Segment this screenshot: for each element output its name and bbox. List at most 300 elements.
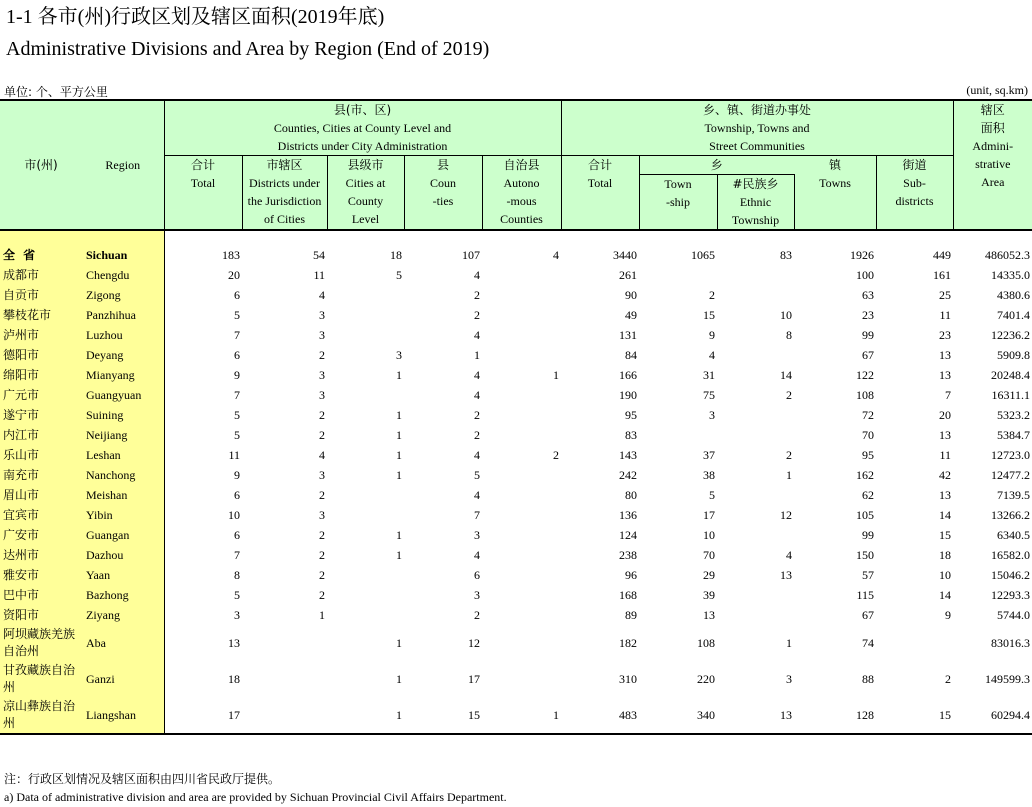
region-name-cn: 成都市 bbox=[0, 265, 82, 285]
cell-autonomous bbox=[482, 285, 561, 305]
cell-ethnic bbox=[717, 285, 794, 305]
cell-ethnic bbox=[717, 525, 794, 545]
cell-c-total: 11 bbox=[228, 447, 240, 462]
table-row bbox=[0, 565, 1032, 585]
cell-township: 1065 bbox=[691, 247, 715, 262]
cell-autonomous bbox=[482, 345, 561, 365]
cell-area: 486052.3 bbox=[985, 247, 1030, 262]
cell-area: 5744.0 bbox=[997, 607, 1030, 622]
cell-c-total: 18 bbox=[228, 671, 240, 686]
cell-c-total: 6 bbox=[234, 527, 240, 542]
cell-ethnic: 2 bbox=[786, 447, 792, 462]
cell-area: 4380.6 bbox=[997, 287, 1030, 302]
table-row bbox=[0, 305, 1032, 325]
cell-counties: 6 bbox=[474, 567, 480, 582]
region-name-cn: 德阳市 bbox=[0, 345, 82, 365]
region-name-cn: 广安市 bbox=[0, 525, 82, 545]
table-body bbox=[0, 230, 1032, 734]
cell-t-total: 168 bbox=[619, 587, 637, 602]
cell-c-total: 9 bbox=[234, 367, 240, 382]
cell-counties: 3 bbox=[474, 527, 480, 542]
cell-area: 16311.1 bbox=[991, 387, 1030, 402]
region-name-en: Mianyang bbox=[82, 365, 164, 385]
cell-ethnic: 12 bbox=[780, 507, 792, 522]
region-name-cn: 泸州市 bbox=[0, 325, 82, 345]
cell-area: 5909.8 bbox=[997, 347, 1030, 362]
cell-township: 108 bbox=[697, 635, 715, 650]
cell-towns: 63 bbox=[862, 287, 874, 302]
cell-ethnic bbox=[717, 605, 794, 625]
cell-t-total: 166 bbox=[619, 367, 637, 382]
region-name-cn: 达州市 bbox=[0, 545, 82, 565]
cell-towns: 72 bbox=[862, 407, 874, 422]
cell-t-total: 242 bbox=[619, 467, 637, 482]
table-row bbox=[0, 525, 1032, 545]
cell-township: 37 bbox=[703, 447, 715, 462]
cell-ethnic: 1 bbox=[786, 467, 792, 482]
cell-districts: 3 bbox=[319, 307, 325, 322]
region-name-cn: 阿坝藏族羌族自治州 bbox=[0, 625, 82, 661]
cell-cities: 1 bbox=[396, 447, 402, 462]
cell-towns: 128 bbox=[794, 697, 876, 734]
cell-township: 2 bbox=[709, 287, 715, 302]
region-name-en: Guangan bbox=[82, 525, 164, 545]
cell-towns: 105 bbox=[856, 507, 874, 522]
region-name-cn: 资阳市 bbox=[0, 605, 82, 625]
cell-t-total: 84 bbox=[625, 347, 637, 362]
cell-districts bbox=[242, 697, 327, 734]
cell-autonomous: 4 bbox=[553, 247, 559, 262]
cell-ethnic bbox=[717, 585, 794, 605]
cell-subdistricts bbox=[876, 625, 953, 661]
cell-t-total: 90 bbox=[625, 287, 637, 302]
cell-towns: 70 bbox=[862, 427, 874, 442]
cell-cities: 5 bbox=[396, 267, 402, 282]
cell-subdistricts: 13 bbox=[939, 427, 951, 442]
cell-c-total: 6 bbox=[234, 287, 240, 302]
cell-towns: 108 bbox=[856, 387, 874, 402]
cell-counties: 4 bbox=[474, 387, 480, 402]
cell-ethnic: 3 bbox=[786, 671, 792, 686]
cell-towns: 67 bbox=[862, 607, 874, 622]
cell-township: 75 bbox=[703, 387, 715, 402]
table-row bbox=[0, 505, 1032, 525]
region-name-cn: 遂宁市 bbox=[0, 405, 82, 425]
cell-t-total: 483 bbox=[561, 697, 639, 734]
cell-c-total: 6 bbox=[234, 487, 240, 502]
cell-t-total: 143 bbox=[619, 447, 637, 462]
header-township: 乡 bbox=[639, 156, 794, 175]
cell-ethnic bbox=[717, 345, 794, 365]
cell-township: 9 bbox=[709, 327, 715, 342]
cell-counties: 1 bbox=[474, 347, 480, 362]
table-row bbox=[0, 265, 1032, 285]
cell-cities: 1 bbox=[396, 547, 402, 562]
table-row bbox=[0, 405, 1032, 425]
table-row bbox=[0, 545, 1032, 565]
cell-cities bbox=[327, 385, 404, 405]
table-row bbox=[0, 465, 1032, 485]
cell-c-total: 3 bbox=[234, 607, 240, 622]
region-name-en: Dazhou bbox=[82, 545, 164, 565]
footnote-en: a) Data of administrative division and area are provided by Sichuan Provincial Civil Affairs Department. bbox=[4, 790, 507, 804]
cell-counties: 17 bbox=[468, 671, 480, 686]
cell-towns: 162 bbox=[856, 467, 874, 482]
cell-t-total: 49 bbox=[625, 307, 637, 322]
cell-ethnic bbox=[717, 425, 794, 445]
table-row bbox=[0, 425, 1032, 445]
cell-autonomous bbox=[482, 265, 561, 285]
cell-towns: 88 bbox=[862, 671, 874, 686]
cell-area: 5323.2 bbox=[997, 407, 1030, 422]
cell-township: 5 bbox=[709, 487, 715, 502]
cell-districts: 2 bbox=[319, 347, 325, 362]
header-towns: 镇 Towns bbox=[794, 156, 876, 231]
cell-cities: 1 bbox=[327, 697, 404, 734]
cell-township: 31 bbox=[703, 367, 715, 382]
cell-towns: 1926 bbox=[850, 247, 874, 262]
cell-towns: 74 bbox=[862, 635, 874, 650]
cell-t-total: 238 bbox=[619, 547, 637, 562]
table-row bbox=[0, 285, 1032, 305]
cell-t-total: 131 bbox=[619, 327, 637, 342]
cell-area: 12723.0 bbox=[991, 447, 1030, 462]
cell-counties: 2 bbox=[474, 427, 480, 442]
region-name-en: Luzhou bbox=[82, 325, 164, 345]
header-autonomous: 自治县 Autono -mous Counties bbox=[482, 156, 561, 231]
cell-area: 83016.3 bbox=[991, 635, 1030, 650]
cell-t-total: 96 bbox=[625, 567, 637, 582]
cell-c-total: 5 bbox=[234, 427, 240, 442]
region-name-cn: 甘孜藏族自治州 bbox=[0, 661, 82, 697]
cell-autonomous bbox=[482, 525, 561, 545]
cell-area: 60294.4 bbox=[953, 697, 1032, 734]
cell-ethnic: 13 bbox=[780, 567, 792, 582]
cell-cities: 3 bbox=[396, 347, 402, 362]
cell-autonomous bbox=[482, 625, 561, 661]
cell-districts: 3 bbox=[319, 367, 325, 382]
table-row bbox=[0, 445, 1032, 465]
cell-c-total: 9 bbox=[234, 467, 240, 482]
cell-area: 12477.2 bbox=[991, 467, 1030, 482]
cell-ethnic: 83 bbox=[780, 247, 792, 262]
region-name-en: Sichuan bbox=[82, 245, 164, 265]
cell-ethnic: 14 bbox=[780, 367, 792, 382]
cell-area: 16582.0 bbox=[991, 547, 1030, 562]
cell-ethnic: 13 bbox=[717, 697, 794, 734]
cell-towns: 115 bbox=[856, 587, 874, 602]
cell-subdistricts: 14 bbox=[939, 587, 951, 602]
cell-counties: 107 bbox=[462, 247, 480, 262]
cell-area: 12236.2 bbox=[991, 327, 1030, 342]
header-districts: 市辖区 Districts under the Jurisdiction of Cities bbox=[242, 156, 327, 231]
cell-districts: 3 bbox=[319, 507, 325, 522]
cell-cities: 1 bbox=[396, 671, 402, 686]
header-township-total: 合计 Total bbox=[561, 156, 639, 231]
cell-subdistricts: 11 bbox=[939, 307, 951, 322]
cell-towns: 150 bbox=[856, 547, 874, 562]
cell-subdistricts: 18 bbox=[939, 547, 951, 562]
cell-districts bbox=[242, 625, 327, 661]
cell-towns: 23 bbox=[862, 307, 874, 322]
cell-autonomous: 1 bbox=[482, 697, 561, 734]
cell-counties: 3 bbox=[474, 587, 480, 602]
region-name-cn: 全 省 bbox=[0, 245, 82, 265]
cell-districts: 4 bbox=[319, 447, 325, 462]
cell-counties: 4 bbox=[474, 547, 480, 562]
cell-township: 10 bbox=[703, 527, 715, 542]
cell-towns: 99 bbox=[862, 327, 874, 342]
region-name-en: Neijiang bbox=[82, 425, 164, 445]
cell-ethnic: 4 bbox=[786, 547, 792, 562]
cell-autonomous bbox=[482, 545, 561, 565]
cell-cities: 1 bbox=[396, 367, 402, 382]
cell-cities bbox=[327, 305, 404, 325]
cell-area: 7401.4 bbox=[997, 307, 1030, 322]
page-title-cn: 1-1 各市(州)行政区划及辖区面积(2019年底) bbox=[6, 6, 385, 28]
cell-subdistricts: 20 bbox=[939, 407, 951, 422]
region-name-en: Ziyang bbox=[82, 605, 164, 625]
header-cities: 县级市 Cities at County Level bbox=[327, 156, 404, 231]
cell-c-total: 5 bbox=[234, 587, 240, 602]
cell-t-total: 83 bbox=[625, 427, 637, 442]
region-name-en: Meishan bbox=[82, 485, 164, 505]
cell-township: 17 bbox=[703, 507, 715, 522]
cell-subdistricts: 13 bbox=[939, 487, 951, 502]
table-row bbox=[0, 625, 1032, 661]
cell-counties: 2 bbox=[474, 407, 480, 422]
cell-township: 4 bbox=[709, 347, 715, 362]
region-name-en: Chengdu bbox=[82, 265, 164, 285]
cell-counties: 7 bbox=[474, 507, 480, 522]
cell-subdistricts: 15 bbox=[876, 697, 953, 734]
region-name-cn: 巴中市 bbox=[0, 585, 82, 605]
cell-township: 29 bbox=[703, 567, 715, 582]
cell-districts: 3 bbox=[319, 327, 325, 342]
cell-districts: 2 bbox=[319, 587, 325, 602]
region-name-en: Suining bbox=[82, 405, 164, 425]
cell-subdistricts: 449 bbox=[933, 247, 951, 262]
cell-districts: 3 bbox=[319, 467, 325, 482]
region-name-en: Yibin bbox=[82, 505, 164, 525]
table-row bbox=[0, 365, 1032, 385]
cell-towns: 100 bbox=[856, 267, 874, 282]
cell-t-total: 95 bbox=[625, 407, 637, 422]
cell-township: 38 bbox=[703, 467, 715, 482]
cell-counties: 4 bbox=[474, 267, 480, 282]
cell-area: 20248.4 bbox=[991, 367, 1030, 382]
region-name-en: Aba bbox=[82, 625, 164, 661]
unit-label-en: (unit, sq.km) bbox=[966, 83, 1028, 97]
cell-cities bbox=[327, 285, 404, 305]
region-name-cn: 绵阳市 bbox=[0, 365, 82, 385]
cell-ethnic bbox=[717, 265, 794, 285]
cell-township bbox=[639, 425, 717, 445]
cell-t-total: 136 bbox=[619, 507, 637, 522]
region-name-cn: 攀枝花市 bbox=[0, 305, 82, 325]
region-name-cn: 凉山彝族自治州 bbox=[0, 697, 82, 734]
cell-cities bbox=[327, 565, 404, 585]
cell-cities bbox=[327, 585, 404, 605]
header-township-en: Town -ship bbox=[639, 175, 717, 231]
cell-subdistricts: 13 bbox=[939, 347, 951, 362]
cell-towns: 67 bbox=[862, 347, 874, 362]
region-name-cn: 眉山市 bbox=[0, 485, 82, 505]
region-name-cn: 南充市 bbox=[0, 465, 82, 485]
cell-subdistricts: 161 bbox=[933, 267, 951, 282]
cell-cities bbox=[327, 325, 404, 345]
table-row bbox=[0, 325, 1032, 345]
cell-autonomous bbox=[482, 425, 561, 445]
cell-c-total: 183 bbox=[222, 247, 240, 262]
cell-districts: 2 bbox=[319, 547, 325, 562]
cell-t-total: 261 bbox=[619, 267, 637, 282]
cell-township: 39 bbox=[703, 587, 715, 602]
region-name-en: Yaan bbox=[82, 565, 164, 585]
table-row bbox=[0, 385, 1032, 405]
cell-towns: 99 bbox=[862, 527, 874, 542]
cell-subdistricts: 13 bbox=[939, 367, 951, 382]
table-row bbox=[0, 605, 1032, 625]
cell-autonomous bbox=[482, 605, 561, 625]
cell-counties: 4 bbox=[474, 367, 480, 382]
region-name-en: Liangshan bbox=[82, 697, 164, 734]
cell-township: 70 bbox=[703, 547, 715, 562]
unit-label-cn: 单位: 个、平方公里 bbox=[4, 85, 108, 99]
cell-township: 13 bbox=[703, 607, 715, 622]
cell-districts: 2 bbox=[319, 567, 325, 582]
cell-c-total: 13 bbox=[228, 635, 240, 650]
cell-autonomous bbox=[482, 505, 561, 525]
cell-districts: 4 bbox=[319, 287, 325, 302]
cell-towns: 62 bbox=[862, 487, 874, 502]
cell-autonomous: 1 bbox=[553, 367, 559, 382]
cell-counties: 4 bbox=[474, 487, 480, 502]
cell-subdistricts: 7 bbox=[945, 387, 951, 402]
footnote-cn: 注：行政区划情况及辖区面积由四川省民政厅提供。 bbox=[4, 772, 281, 786]
header-counties: 县 Coun -ties bbox=[404, 156, 482, 231]
cell-cities: 1 bbox=[396, 427, 402, 442]
region-name-cn: 广元市 bbox=[0, 385, 82, 405]
table-row bbox=[0, 585, 1032, 605]
cell-c-total: 7 bbox=[234, 387, 240, 402]
cell-cities bbox=[327, 485, 404, 505]
cell-subdistricts: 15 bbox=[939, 527, 951, 542]
region-name-cn: 宜宾市 bbox=[0, 505, 82, 525]
cell-subdistricts: 11 bbox=[939, 447, 951, 462]
cell-cities: 18 bbox=[390, 247, 402, 262]
cell-counties: 2 bbox=[474, 287, 480, 302]
cell-districts: 2 bbox=[319, 407, 325, 422]
cell-t-total: 89 bbox=[625, 607, 637, 622]
cell-towns: 122 bbox=[856, 367, 874, 382]
cell-area: 15046.2 bbox=[991, 567, 1030, 582]
cell-autonomous bbox=[482, 661, 561, 697]
cell-area: 5384.7 bbox=[997, 427, 1030, 442]
cell-township bbox=[639, 265, 717, 285]
cell-township: 340 bbox=[639, 697, 717, 734]
cell-autonomous bbox=[482, 565, 561, 585]
cell-districts: 11 bbox=[313, 267, 325, 282]
cell-autonomous bbox=[482, 305, 561, 325]
table-row bbox=[0, 485, 1032, 505]
cell-township: 3 bbox=[709, 407, 715, 422]
cell-districts: 2 bbox=[319, 427, 325, 442]
cell-t-total: 124 bbox=[619, 527, 637, 542]
cell-township: 15 bbox=[703, 307, 715, 322]
cell-ethnic: 10 bbox=[780, 307, 792, 322]
cell-area: 6340.5 bbox=[997, 527, 1030, 542]
cell-area: 7139.5 bbox=[997, 487, 1030, 502]
cell-subdistricts: 2 bbox=[945, 671, 951, 686]
cell-t-total: 190 bbox=[619, 387, 637, 402]
cell-counties: 5 bbox=[474, 467, 480, 482]
cell-c-total: 10 bbox=[228, 507, 240, 522]
header-area: 辖区 面积 Admini- strative Area bbox=[953, 100, 1032, 230]
cell-c-total: 5 bbox=[234, 307, 240, 322]
cell-cities bbox=[327, 505, 404, 525]
cell-cities: 1 bbox=[396, 407, 402, 422]
cell-subdistricts: 14 bbox=[939, 507, 951, 522]
cell-autonomous bbox=[482, 465, 561, 485]
cell-t-total: 182 bbox=[619, 635, 637, 650]
header-city-cn: 市(州) bbox=[0, 100, 82, 230]
cell-counties: 15 bbox=[404, 697, 482, 734]
cell-cities: 1 bbox=[396, 467, 402, 482]
cell-districts: 2 bbox=[319, 487, 325, 502]
header-counties-total: 合计 Total bbox=[164, 156, 242, 231]
cell-area: 14335.0 bbox=[991, 267, 1030, 282]
cell-counties: 12 bbox=[468, 635, 480, 650]
header-subdistricts: 街道 Sub- districts bbox=[876, 156, 953, 231]
cell-counties: 4 bbox=[474, 447, 480, 462]
cell-districts bbox=[242, 661, 327, 697]
cell-c-total: 17 bbox=[164, 697, 242, 734]
region-name-cn: 自贡市 bbox=[0, 285, 82, 305]
cell-counties: 4 bbox=[474, 327, 480, 342]
cell-districts: 54 bbox=[313, 247, 325, 262]
cell-c-total: 7 bbox=[234, 327, 240, 342]
region-name-en: Bazhong bbox=[82, 585, 164, 605]
cell-autonomous bbox=[482, 325, 561, 345]
cell-subdistricts: 10 bbox=[939, 567, 951, 582]
cell-subdistricts: 25 bbox=[939, 287, 951, 302]
cell-autonomous: 2 bbox=[553, 447, 559, 462]
cell-districts: 2 bbox=[319, 527, 325, 542]
region-name-en: Ganzi bbox=[82, 661, 164, 697]
cell-districts: 1 bbox=[319, 607, 325, 622]
cell-c-total: 7 bbox=[234, 547, 240, 562]
region-name-en: Nanchong bbox=[82, 465, 164, 485]
cell-area: 13266.2 bbox=[991, 507, 1030, 522]
cell-cities: 1 bbox=[396, 635, 402, 650]
table-row bbox=[0, 345, 1032, 365]
cell-c-total: 5 bbox=[234, 407, 240, 422]
region-name-cn: 乐山市 bbox=[0, 445, 82, 465]
cell-cities: 1 bbox=[396, 527, 402, 542]
region-name-cn: 内江市 bbox=[0, 425, 82, 445]
cell-c-total: 6 bbox=[234, 347, 240, 362]
region-name-en: Deyang bbox=[82, 345, 164, 365]
region-name-en: Zigong bbox=[82, 285, 164, 305]
cell-subdistricts: 23 bbox=[939, 327, 951, 342]
table-row bbox=[0, 245, 1032, 265]
divisions-table bbox=[0, 99, 1032, 735]
region-name-en: Leshan bbox=[82, 445, 164, 465]
cell-counties: 2 bbox=[474, 307, 480, 322]
cell-t-total: 80 bbox=[625, 487, 637, 502]
cell-ethnic: 2 bbox=[786, 387, 792, 402]
